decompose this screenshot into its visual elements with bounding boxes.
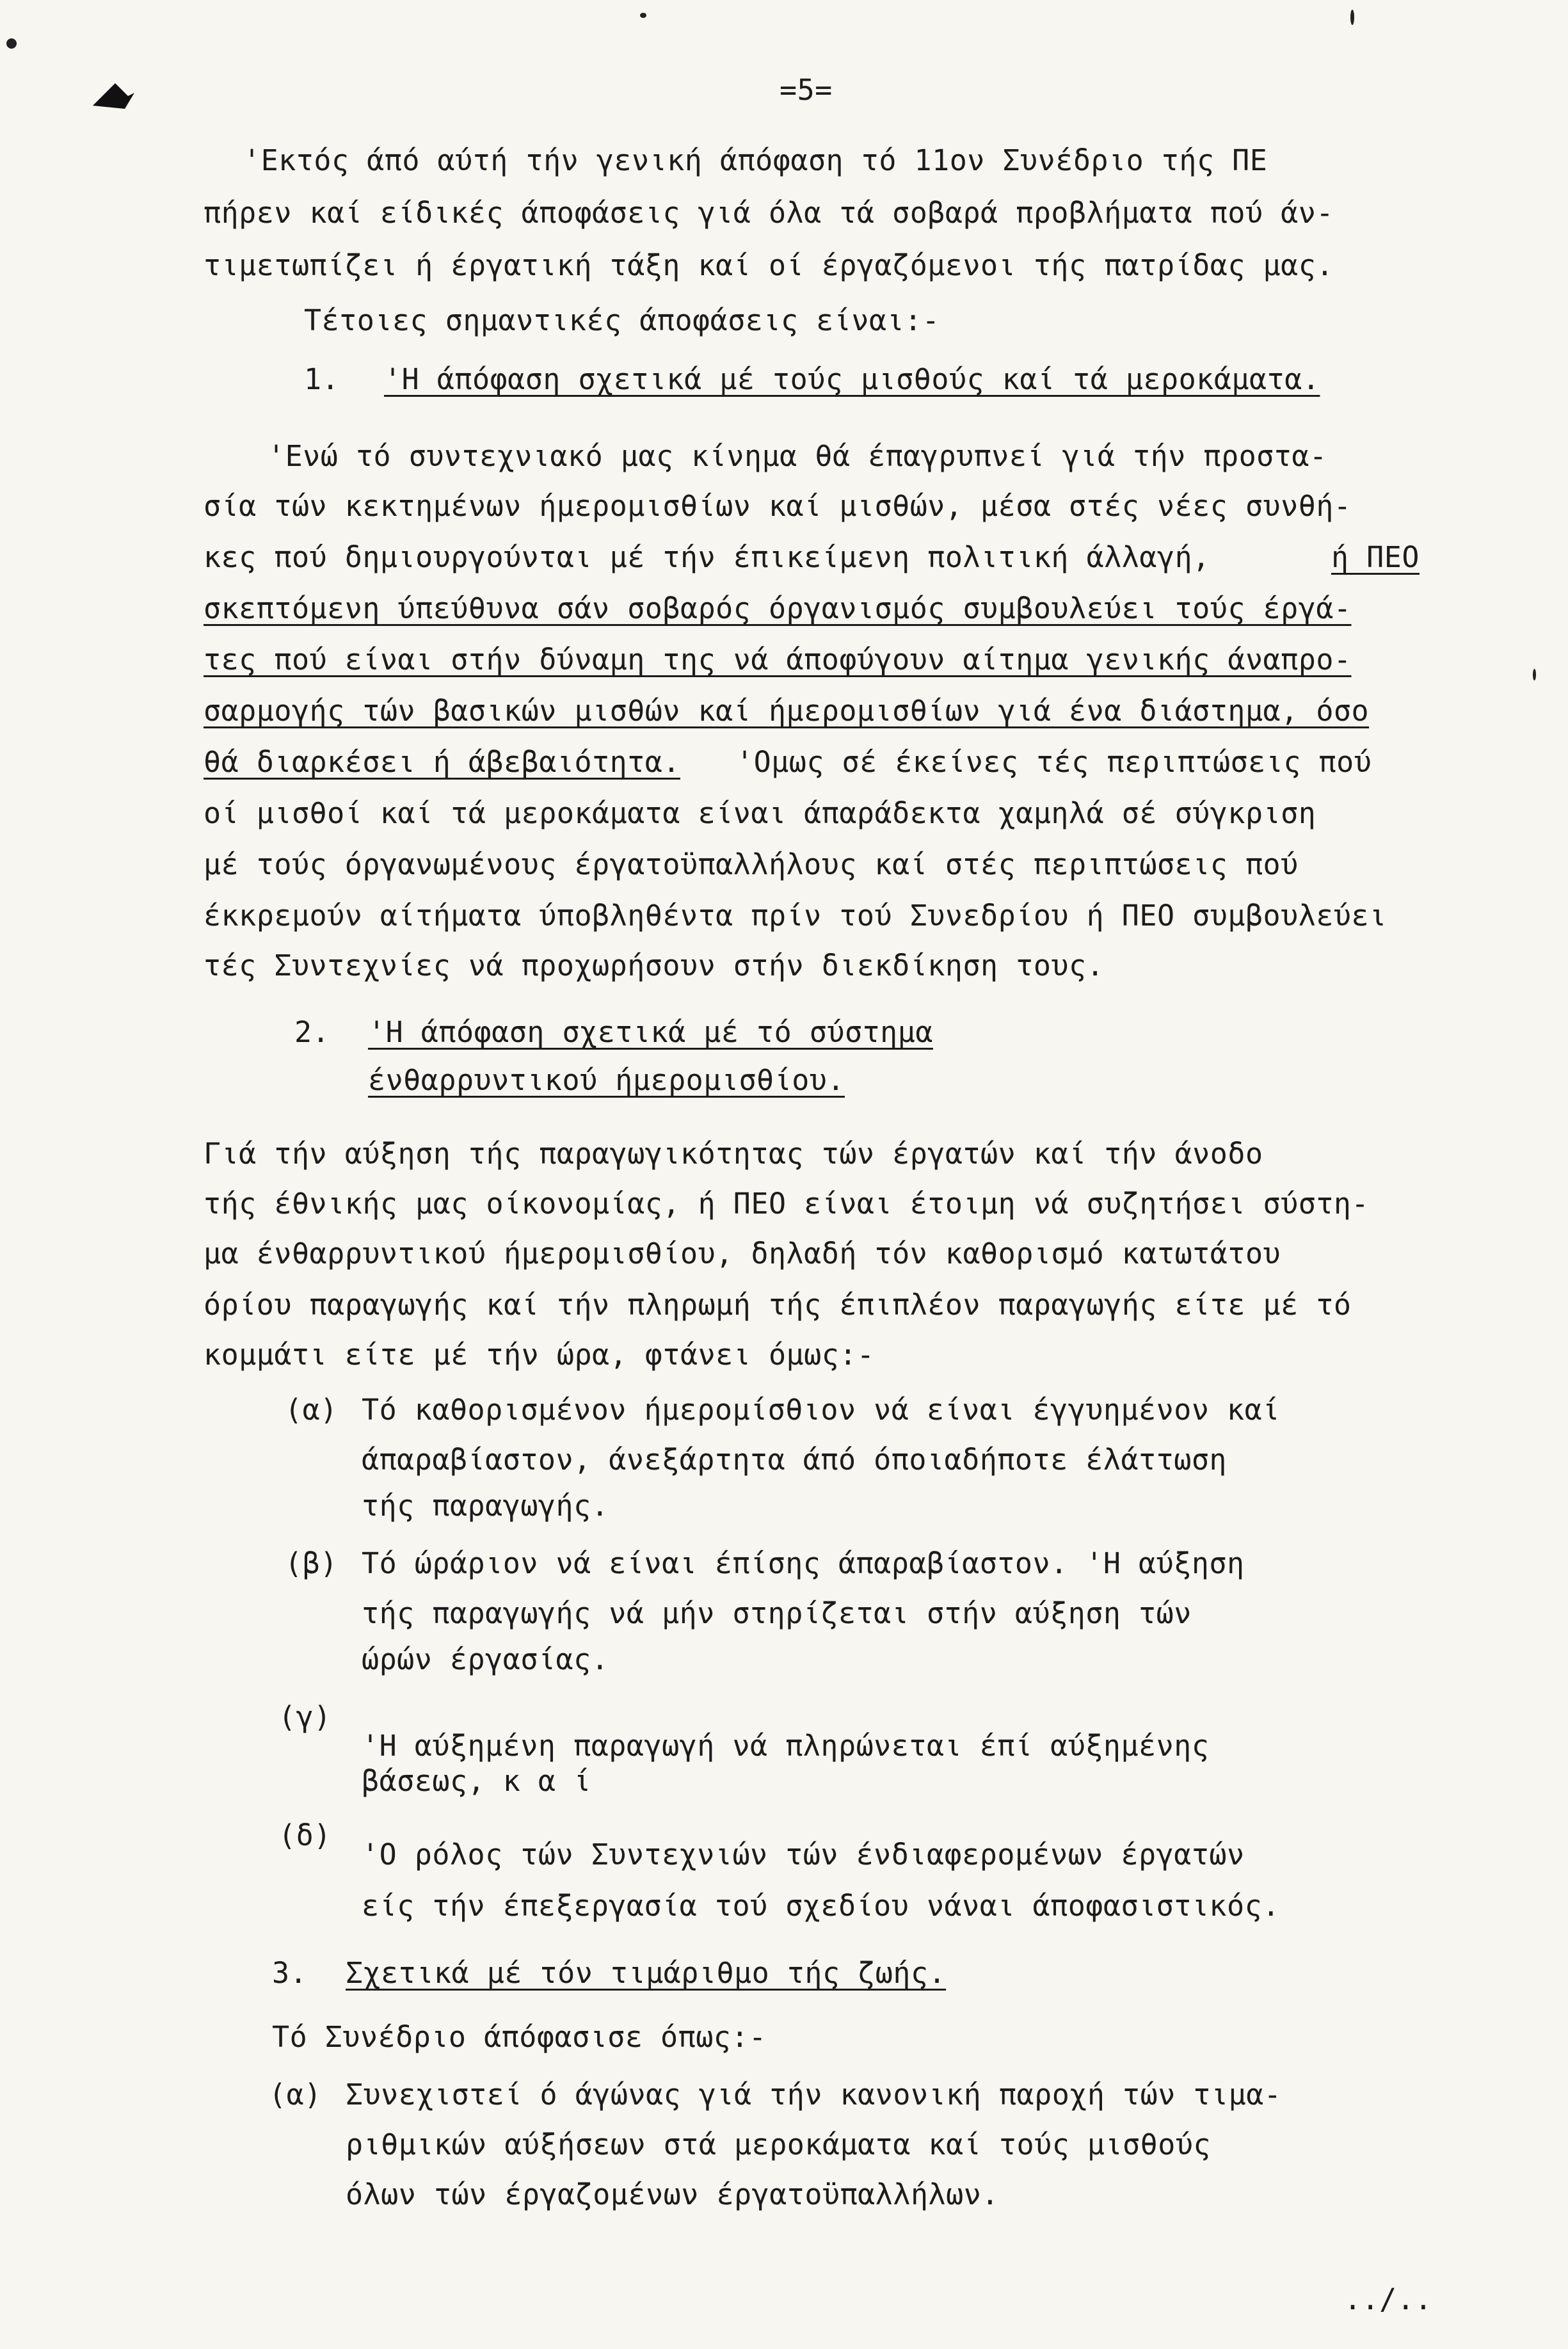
section-2-item-label: (γ): [278, 1700, 332, 1734]
section-1-line: 'Ενώ τό συντεχνιακό μας κίνημα θά έπαγρυπνεί γιά τήν προστα-: [268, 439, 1327, 473]
ink-speck: [1533, 669, 1536, 680]
section-1-heading: 'Η άπόφαση σχετικά μέ τούς μισθούς καί τά μεροκάματα.: [384, 362, 1320, 396]
page-number: =5=: [780, 73, 833, 107]
section-1-line: σαρμογής τών βασικών μισθών καί ήμερομισθίων γιά ένα διάστημα, όσο: [204, 694, 1370, 728]
section-2-line: μα ένθαρρυντικού ήμερομισθίου, δηλαδή τόν καθορισμό κατωτάτου: [204, 1237, 1281, 1271]
section-1-line: τές Συντεχνίες νά προχωρήσουν στήν διεκδίκηση τους.: [204, 949, 1105, 982]
section-1-line: έκκρεμούν αίτήματα ύποβληθέντα πρίν τού Συνεδρίου ή ΠΕΟ συμβουλεύει: [204, 899, 1387, 933]
section-2-item-line: βάσεως, κ α ί: [362, 1764, 591, 1798]
intro-line: πήρεν καί είδικές άποφάσεις γιά όλα τά σοβαρά προβλήματα πού άν-: [204, 196, 1334, 230]
intro-line: 'Εκτός άπό αύτή τήν γενική άπόφαση τό 11ον Συνέδριο τής ΠΕ: [243, 143, 1268, 177]
section-2-item-line: Τό καθορισμένον ήμερομίσθιον νά είναι έγγυημένον καί: [362, 1393, 1280, 1427]
section-1-line: μέ τούς όργανωμένους έργατοϋπαλλήλους καί στές περιπτώσεις πού: [204, 847, 1299, 881]
section-2-line: όρίου παραγωγής καί τήν πληρωμή τής έπιπλέον παραγωγής είτε μέ τό: [204, 1288, 1352, 1322]
section-2-heading: ένθαρρυντικού ήμερομισθίου.: [368, 1063, 845, 1097]
section-2-line: κομμάτι είτε μέ τήν ώρα, φτάνει όμως:-: [204, 1338, 875, 1372]
section-2-number: 2.: [294, 1015, 330, 1049]
section-2-item-line: είς τήν έπεξεργασία τού σχεδίου νάναι άποφασιστικός.: [362, 1889, 1280, 1923]
ink-speck: [640, 13, 646, 18]
section-3-item-label: (α): [269, 2078, 322, 2112]
section-3-heading: Σχετικά μέ τόν τιμάριθμο τής ζωής.: [346, 1956, 947, 1990]
section-2-line: τής έθνικής μας οίκονομίας, ή ΠΕΟ είναι έτοιμη νά συζητήσει σύστη-: [204, 1187, 1370, 1221]
section-2-item-line: 'Ο ρόλος τών Συντεχνιών τών ένδιαφερομένων έργατών: [362, 1838, 1245, 1872]
section-2-item-line: ώρών έργασίας.: [362, 1642, 609, 1676]
section-1-line: κες πού δημιουργούνται μέ τήν έπικείμενη πολιτική άλλαγή,: [204, 540, 1210, 574]
section-2-heading: 'Η άπόφαση σχετικά μέ τό σύστημα: [368, 1015, 933, 1049]
lead-text: Τέτοιες σημαντικές άποφάσεις είναι:-: [304, 303, 940, 337]
ink-speck: [6, 38, 17, 49]
section-3-number: 3.: [272, 1956, 308, 1990]
section-1-line: τες πού είναι στήν δύναμη της νά άποφύγουν αίτημα γενικής άναπρο-: [204, 643, 1352, 677]
section-2-item-line: Τό ώράριον νά είναι έπίσης άπαραβίαστον. 'Η αύξηση: [362, 1546, 1245, 1580]
section-2-item-line: τής παραγωγής νά μήν στηρίζεται στήν αύξηση τών: [362, 1596, 1192, 1630]
continuation-mark: ../..: [1344, 2282, 1432, 2316]
section-3-item-line: Συνεχιστεί ό άγώνας γιά τήν κανονική παροχή τών τιμα-: [346, 2078, 1282, 2112]
section-1-line: σία τών κεκτημένων ήμερομισθίων καί μισθών, μέσα στές νέες συνθή-: [204, 489, 1352, 523]
section-1-number: 1.: [304, 362, 340, 396]
section-1-line: οί μισθοί καί τά μεροκάματα είναι άπαράδεκτα χαμηλά σέ σύγκριση: [204, 796, 1316, 830]
section-2-item-label: (α): [285, 1393, 338, 1427]
section-2-item-line: 'Η αύξημένη παραγωγή νά πληρώνεται έπί αύξημένης: [362, 1729, 1210, 1763]
section-2-item-line: τής παραγωγής.: [362, 1489, 609, 1523]
intro-line: τιμετωπίζει ή έργατική τάξη καί οί έργαζόμενοι τής πατρίδας μας.: [204, 248, 1334, 282]
section-2-item-label: (β): [285, 1546, 338, 1580]
ink-mark-icon: [90, 77, 141, 115]
section-2-item-label: (δ): [278, 1818, 332, 1852]
section-3-lead: Τό Συνέδριο άπόφασισε όπως:-: [272, 2020, 767, 2054]
section-1-line: 'Ομως σέ έκείνες τές περιπτώσεις πού: [736, 745, 1372, 779]
section-1-line: σκεπτόμενη ύπεύθυνα σάν σοβαρός όργανισμός συμβουλεύει τούς έργά-: [204, 591, 1352, 625]
section-3-item-line: ριθμικών αύξήσεων στά μεροκάματα καί τούς μισθούς: [346, 2128, 1212, 2161]
section-2-line: Γιά τήν αύξηση τής παραγωγικότητας τών έργατών καί τήν άνοδο: [204, 1137, 1263, 1171]
section-3-item-line: όλων τών έργαζομένων έργατοϋπαλλήλων.: [346, 2177, 999, 2211]
ink-speck: [1350, 10, 1354, 25]
section-2-item-line: άπαραβίαστον, άνεξάρτητα άπό όποιαδήποτε έλάττωση: [362, 1443, 1228, 1477]
section-1-underlined-start: ή ΠΕΟ: [1331, 540, 1420, 574]
section-1-line: θά διαρκέσει ή άβεβαιότητα.: [204, 745, 680, 779]
